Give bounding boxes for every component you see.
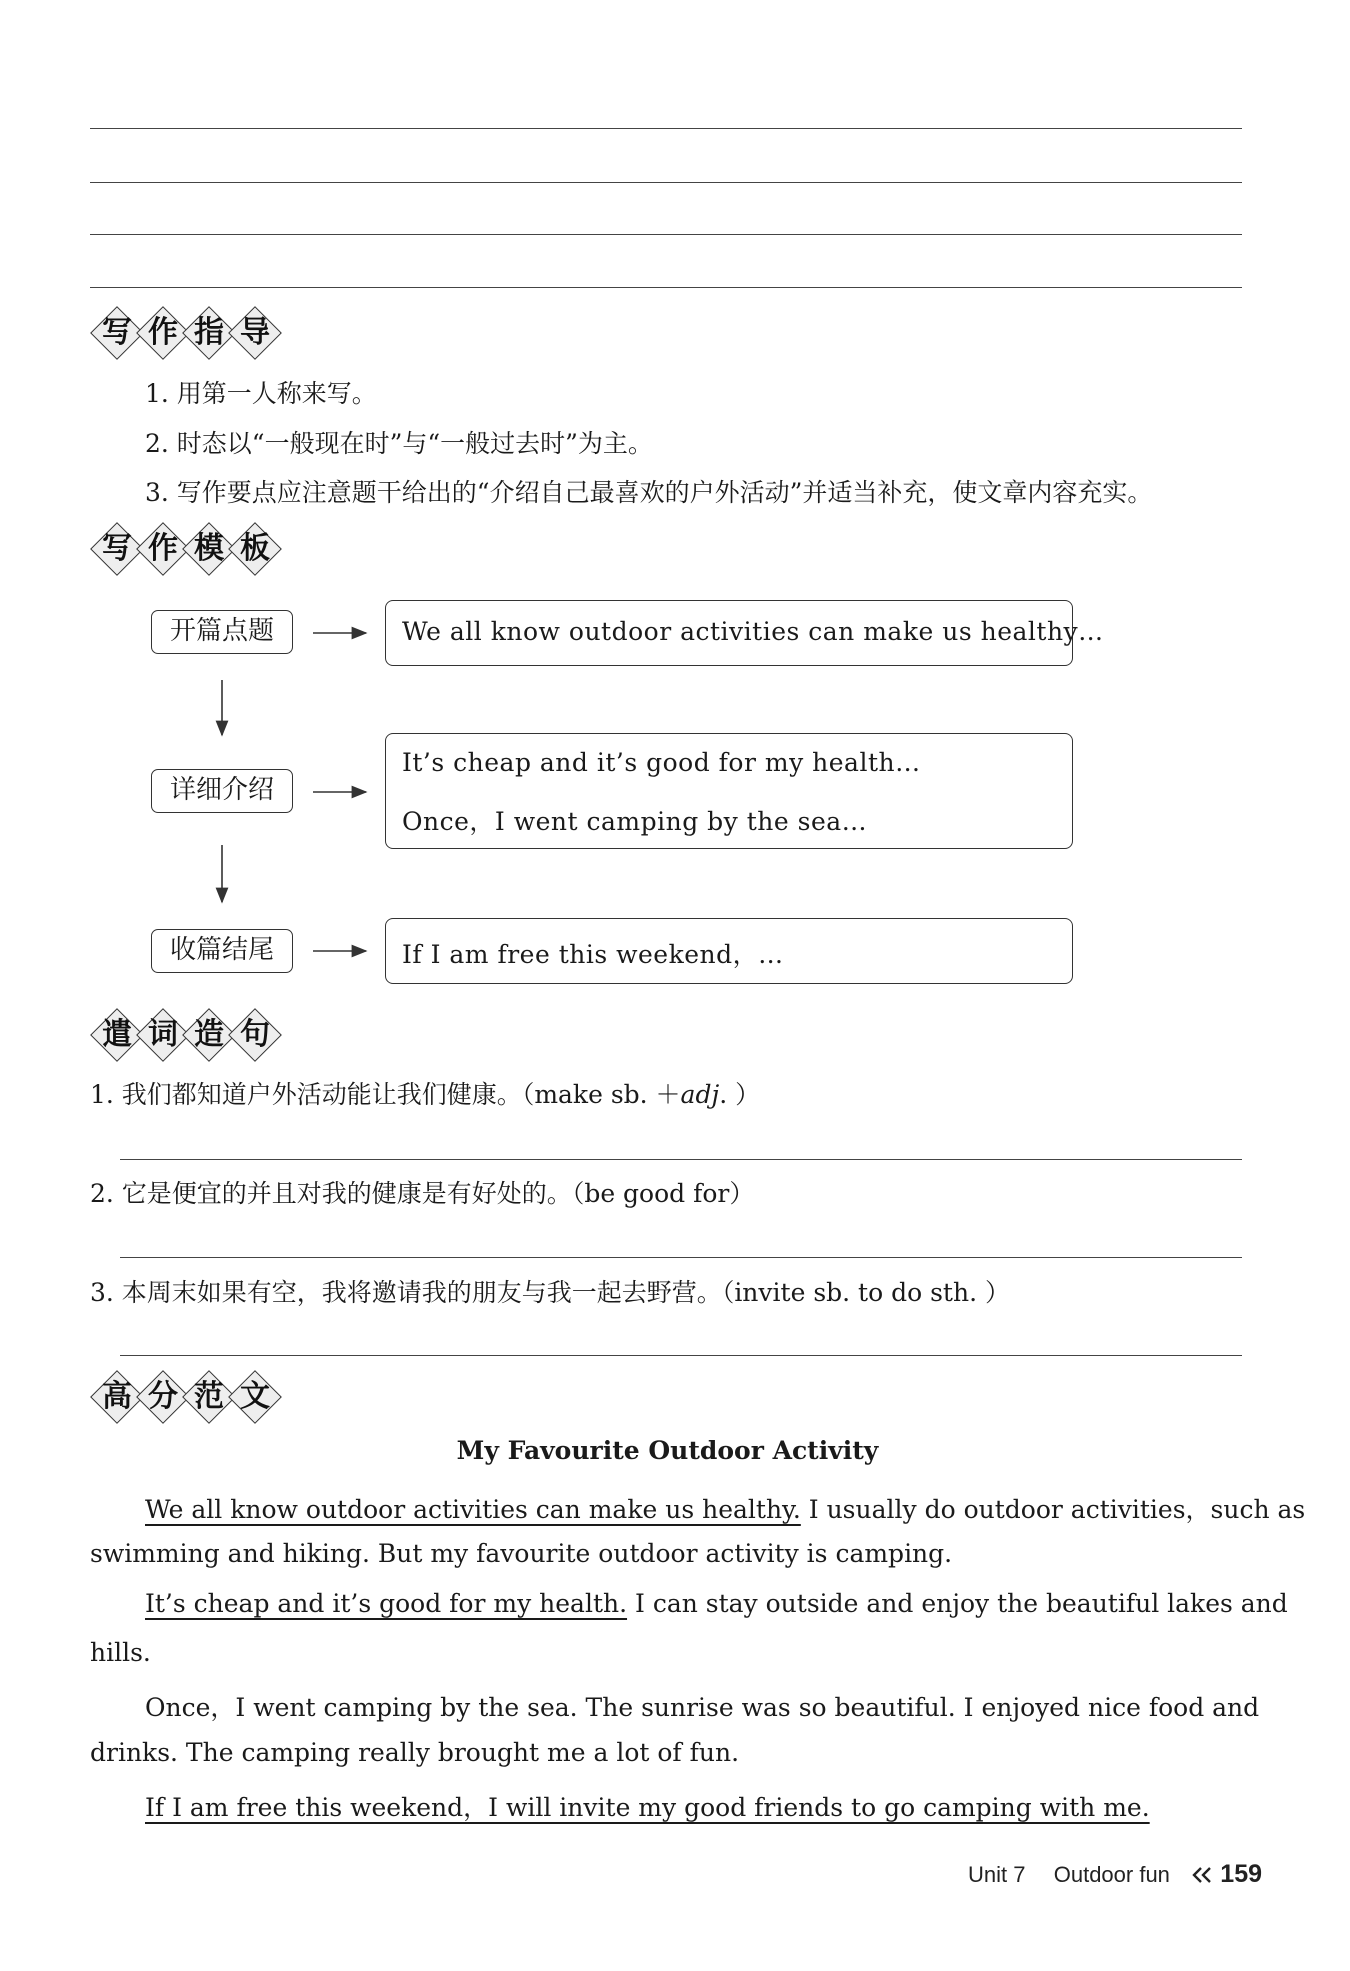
flow-box-detail <box>385 733 1073 849</box>
exercise-prompt: 3. 本周末如果有空，我将邀请我的朋友与我一起去野营。（invite sb. to do sth. ） <box>90 1278 1010 1307</box>
answer-line[interactable] <box>120 1355 1242 1356</box>
guide-item: 1. 用第一人称来写。 <box>145 379 377 408</box>
exercise-prompt: 2. 它是便宜的并且对我的健康是有好处的。（be good for） <box>90 1179 755 1208</box>
essay-line: Once，I went camping by the sea. The sunrise was so beautiful. I enjoyed nice food and <box>145 1693 1260 1722</box>
essay-line: It’s cheap and it’s good for my health. I can stay outside and enjoy the beautiful lakes and <box>145 1589 1288 1618</box>
flow-step-detail: 详细介绍 <box>151 769 293 813</box>
essay-line: We all know outdoor activities can make us healthy. I usually do outdoor activities，such as <box>145 1495 1306 1524</box>
unit-topic: Outdoor fun <box>1053 1862 1170 1887</box>
flow-box-ending <box>385 918 1073 984</box>
unit-label: Unit 7 <box>968 1862 1026 1887</box>
flow-step-opening: 开篇点题 <box>151 610 293 654</box>
page-number: 159 <box>1220 1860 1263 1888</box>
flow-box-line: It’s cheap and it’s good for my health… <box>402 748 921 777</box>
answer-line[interactable] <box>120 1159 1242 1160</box>
essay-line: drinks. The camping really brought me a lot of fun. <box>90 1738 740 1767</box>
flow-box-line: If I am free this weekend，… <box>402 940 784 969</box>
flow-box-opening <box>385 600 1104 666</box>
essay-line: swimming and hiking. But my favourite outdoor activity is camping. <box>90 1539 953 1568</box>
double-chevron-left-icon <box>1190 1866 1214 1884</box>
flow-box-line: We all know outdoor activities can make us healthy… <box>402 617 1104 646</box>
answer-line[interactable] <box>120 1257 1242 1258</box>
essay-title: My Favourite Outdoor Activity <box>456 1436 879 1465</box>
flow-step-ending: 收篇结尾 <box>151 929 293 973</box>
essay-line: hills. <box>90 1638 151 1667</box>
exercise-prompt: 1. 我们都知道户外活动能让我们健康。（make sb. ＋adj. ） <box>90 1080 761 1109</box>
page-footer <box>968 1860 1262 1889</box>
flow-box-line: Once，I went camping by the sea… <box>402 807 868 836</box>
guide-item: 2. 时态以“一般现在时”与“一般过去时”为主。 <box>145 429 653 458</box>
guide-item: 3. 写作要点应注意题干给出的“介绍自己最喜欢的户外活动”并适当补充，使文章内容充实。 <box>145 478 1153 507</box>
essay-line: If I am free this weekend，I will invite my good friends to go camping with me. <box>145 1793 1150 1822</box>
